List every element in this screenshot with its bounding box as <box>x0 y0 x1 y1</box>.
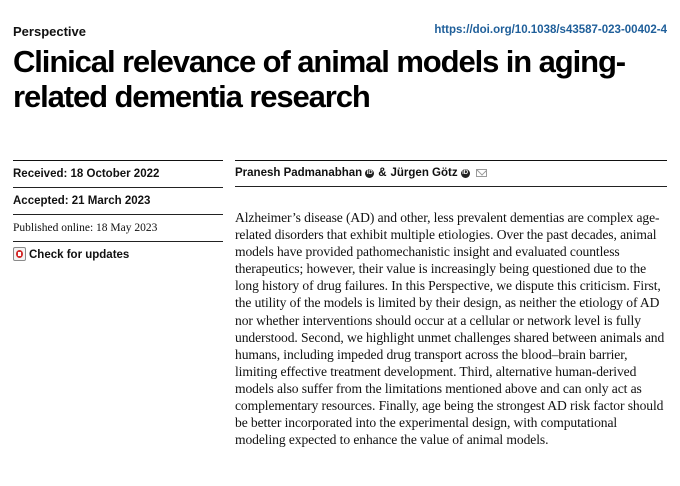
published-date: Published online: 18 May 2023 <box>13 222 158 234</box>
author-separator: & <box>378 167 387 179</box>
abstract: Alzheimer’s disease (AD) and other, less prevalent dementias are complex age-related disorders that exhibit multiple etiologies. Over the past decades, animal models have provided pathomechanistic insight and evaluated countless therapeutics; however, their value is increasingly being questioned due to the long history of drug failures. In this Perspective, we dispute this criticism. First, the utility of the models is limited by their design, as neither the etiology of AD nor whether interventions should occur at a cellular or network level is fully understood. Second, we highlight unmet challenges shared between animals and humans, including impeded drug transport across the blood–brain barrier, limiting effective treatment development. Third, alternative human-derived models also suffer from the limitations mentioned above and can only act as complementary resources. Finally, age being the strongest AD risk factor should be better incorporated into the experimental design, with computational modeling expected to enhance the value of animal models. <box>235 210 665 448</box>
check-for-updates-button[interactable] <box>13 241 223 268</box>
published-row <box>13 214 223 241</box>
article-type-label: Perspective <box>13 24 86 39</box>
author-name[interactable]: Pranesh Padmanabhan <box>235 167 363 179</box>
check-for-updates-label: Check for updates <box>29 249 130 261</box>
accepted-row <box>13 187 223 214</box>
received-date: Received: 18 October 2022 <box>13 168 160 180</box>
doi-link[interactable]: https://doi.org/10.1038/s43587-023-00402-4 <box>434 24 667 36</box>
orcid-icon[interactable]: iD <box>462 169 469 176</box>
author-list <box>235 167 487 179</box>
check-updates-icon <box>13 247 26 261</box>
author-name[interactable]: Jürgen Götz <box>390 167 458 179</box>
article-history <box>13 160 223 268</box>
mail-icon[interactable] <box>476 169 487 177</box>
abstract-top-rule <box>235 186 667 187</box>
article-title: Clinical relevance of animal models in aging-related dementia research <box>13 44 626 114</box>
authors-top-rule <box>235 160 667 161</box>
top-bar <box>13 24 667 40</box>
accepted-date: Accepted: 21 March 2023 <box>13 195 151 207</box>
orcid-icon[interactable]: iD <box>366 169 373 176</box>
received-row <box>13 160 223 187</box>
